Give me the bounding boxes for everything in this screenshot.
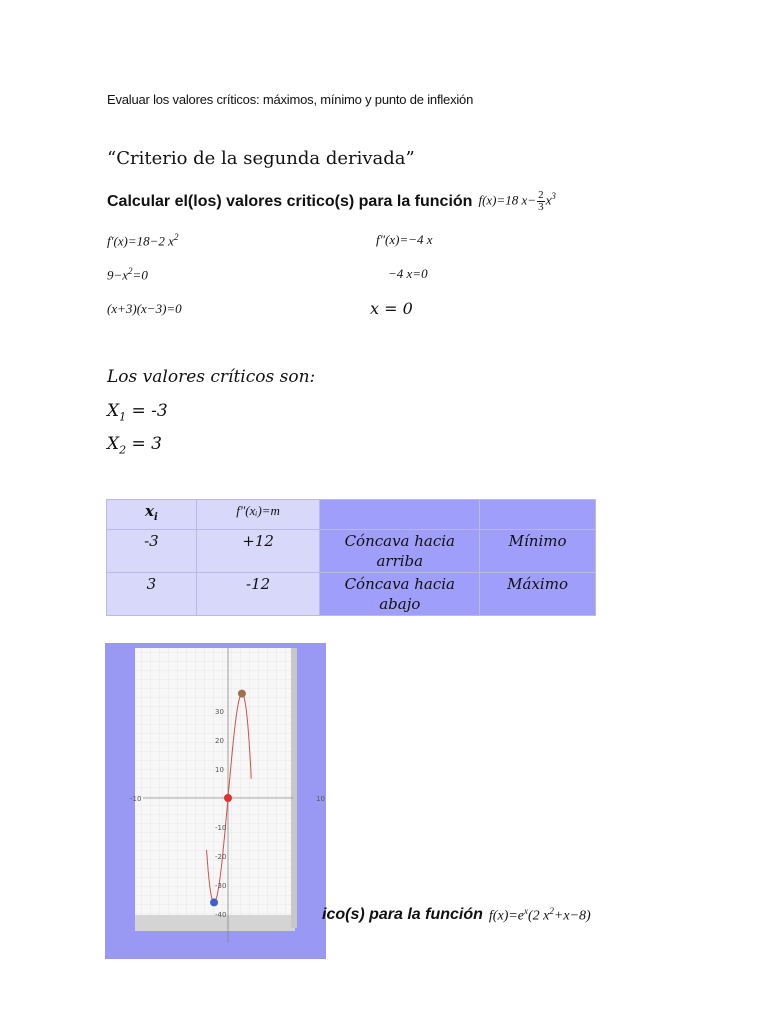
table-row — [107, 573, 596, 616]
results-table — [106, 499, 596, 616]
cell-concavity: Cóncava hacia abajo — [320, 573, 480, 616]
factored-equation: (x+3)(x−3)=0 — [107, 301, 182, 316]
cell-kind: Máximo — [480, 573, 596, 616]
header-xi: $x_i$ — [107, 500, 197, 530]
table-header-row — [107, 500, 596, 530]
y-tick-label: -30 — [215, 882, 227, 890]
y-tick-label: -40 — [215, 911, 227, 919]
cell-x: -3 — [107, 530, 197, 573]
first-derivative: f′(x)=18−2 $x^2$ — [107, 232, 179, 249]
equation-step-2: $9-x^2=0$ — [107, 266, 148, 283]
header-blank-1 — [320, 500, 480, 530]
cell-kind: Mínimo — [480, 530, 596, 573]
calc-instruction — [107, 190, 556, 213]
next-function: $f(x)=e^x(2$ $x^2+x-8$) — [488, 906, 591, 924]
critical-value-2: $X_2 = 3$ — [107, 434, 162, 457]
critical-values-title: Los valores críticos son: — [107, 367, 316, 387]
function-expression: f(x)=18 x− $\frac{2}{3}$ $x^3$ — [478, 189, 556, 213]
y-tick-label: 20 — [215, 737, 224, 745]
next-exercise: ico(s) para la función $f(x)=e^x(2$ $x^2+x-8$) — [322, 906, 591, 924]
second-derivative-zero: −4 x=0 — [388, 266, 428, 281]
x-tick-label: 10 — [316, 795, 325, 803]
function-graph — [105, 643, 326, 959]
cell-x: 3 — [107, 573, 197, 616]
critical-point-min — [210, 898, 218, 906]
critical-point-max — [238, 690, 246, 698]
header-m: f″(xᵢ)=m — [196, 500, 320, 530]
critical-point-inflection — [224, 794, 232, 802]
second-derivative: f″(x)=−4 x — [376, 232, 433, 247]
cell-concavity: Cóncava hacia arriba — [320, 530, 480, 573]
fraction: $\frac{2}{3}$ — [538, 189, 544, 213]
y-tick-label: -10 — [215, 824, 227, 832]
y-tick-label: 10 — [215, 766, 224, 774]
y-tick-label: 30 — [215, 708, 224, 716]
inflection-x: x = 0 — [370, 299, 413, 318]
critical-value-1: $X_1 = -3$ — [107, 401, 168, 424]
header-blank-2 — [480, 500, 596, 530]
page-title: Evaluar los valores críticos: máximos, mínimo y punto de inflexión — [107, 92, 474, 107]
graph-svg — [105, 643, 326, 959]
calc-label: Calcular el(los) valores critico(s) para la función — [107, 192, 473, 210]
x-tick-label: -10 — [130, 795, 142, 803]
cell-m: -12 — [196, 573, 320, 616]
table-row — [107, 530, 596, 573]
cell-m: +12 — [196, 530, 320, 573]
criterio-heading: “Criterio de la segunda derivada” — [107, 148, 415, 169]
y-tick-label: -20 — [215, 853, 227, 861]
